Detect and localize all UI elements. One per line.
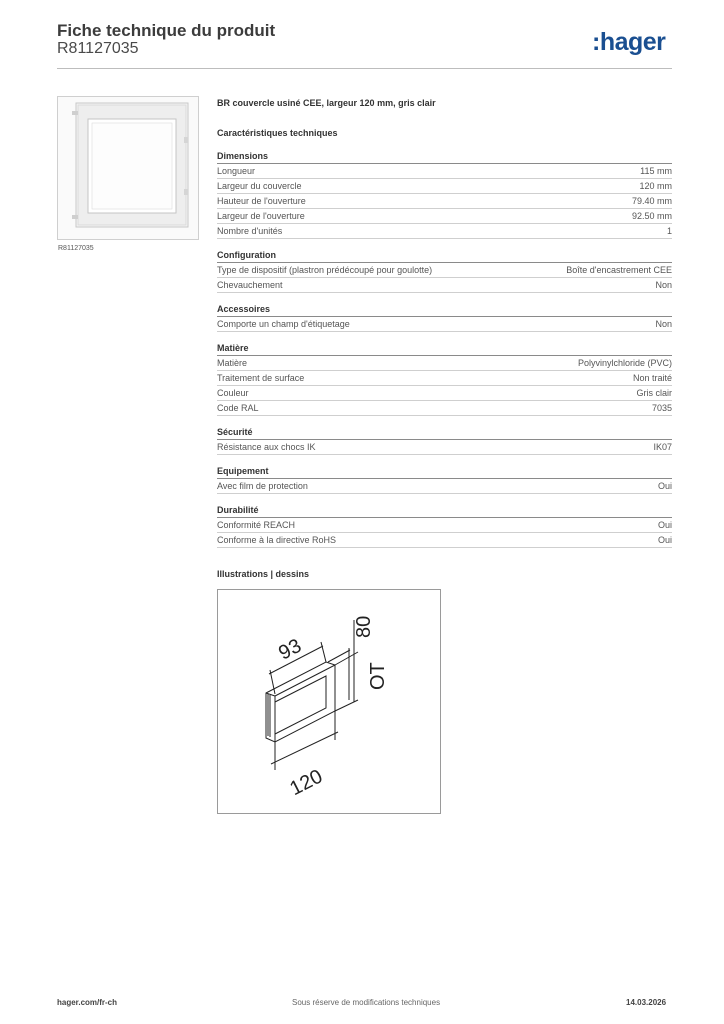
spec-row bbox=[217, 194, 672, 209]
product-thumbnail-image bbox=[58, 97, 198, 239]
spec-label: Conformité REACH bbox=[217, 520, 296, 530]
dimension-label-right-side: OT bbox=[367, 662, 389, 690]
product-thumbnail bbox=[57, 96, 199, 240]
spec-label: Longueur bbox=[217, 166, 256, 176]
spec-label: Largeur du couvercle bbox=[217, 181, 302, 191]
spec-label: Type de dispositif (plastron prédécoupé pour goulotte) bbox=[217, 265, 433, 275]
spec-group-title: Configuration bbox=[217, 249, 672, 263]
spec-row bbox=[217, 317, 672, 332]
spec-group-title: Equipement bbox=[217, 465, 672, 479]
spec-group bbox=[217, 150, 672, 239]
spec-label: Avec film de protection bbox=[217, 481, 308, 491]
spec-value: 92.50 mm bbox=[631, 211, 672, 221]
spec-label: Nombre d'unités bbox=[217, 226, 283, 236]
spec-label: Matière bbox=[217, 358, 248, 368]
dimension-label-top: 93 bbox=[275, 634, 306, 665]
spec-value: Boîte d'encastrement CEE bbox=[566, 265, 672, 275]
brand-name: hager bbox=[599, 28, 666, 56]
spec-group bbox=[217, 426, 672, 455]
spec-row bbox=[217, 371, 672, 386]
header-divider bbox=[57, 68, 672, 69]
spec-row bbox=[217, 533, 672, 548]
spec-value: Polyvinylchloride (PVC) bbox=[577, 358, 672, 368]
spec-row bbox=[217, 164, 672, 179]
spec-value: 120 mm bbox=[639, 181, 672, 191]
spec-label: Couleur bbox=[217, 388, 249, 398]
spec-row bbox=[217, 479, 672, 494]
product-name: BR couvercle usiné CEE, largeur 120 mm, gris clair bbox=[217, 98, 436, 108]
spec-row bbox=[217, 356, 672, 371]
footer-date: 14.03.2026 bbox=[626, 998, 667, 1007]
footer-disclaimer: Sous réserve de modifications techniques bbox=[292, 998, 441, 1007]
spec-value: Non traité bbox=[632, 373, 672, 383]
spec-group bbox=[217, 303, 672, 332]
spec-value: Non bbox=[655, 280, 672, 290]
spec-row bbox=[217, 401, 672, 416]
spec-group bbox=[217, 342, 672, 416]
spec-label: Comporte un champ d'étiquetage bbox=[217, 319, 350, 329]
spec-row bbox=[217, 278, 672, 293]
spec-group bbox=[217, 504, 672, 548]
spec-label: Largeur de l'ouverture bbox=[217, 211, 305, 221]
spec-group-title: Dimensions bbox=[217, 150, 672, 164]
spec-label: Conforme à la directive RoHS bbox=[217, 535, 337, 545]
spec-row bbox=[217, 518, 672, 533]
spec-value: Gris clair bbox=[636, 388, 672, 398]
spec-row bbox=[217, 440, 672, 455]
spec-value: Non bbox=[655, 319, 672, 329]
spec-value: 7035 bbox=[651, 403, 672, 413]
spec-label: Chevauchement bbox=[217, 280, 283, 290]
spec-value: Oui bbox=[657, 481, 672, 491]
spec-group-title: Durabilité bbox=[217, 504, 672, 518]
spec-group-title: Matière bbox=[217, 342, 672, 356]
spec-row bbox=[217, 386, 672, 401]
dimension-label-bottom: 120 bbox=[286, 765, 327, 801]
spec-row bbox=[217, 224, 672, 239]
spec-group bbox=[217, 249, 672, 293]
spec-group bbox=[217, 465, 672, 494]
spec-value: 115 mm bbox=[640, 166, 672, 176]
spec-group-title: Sécurité bbox=[217, 426, 672, 440]
spec-value: Oui bbox=[657, 535, 672, 545]
spec-label: Hauteur de l'ouverture bbox=[217, 196, 306, 206]
page-title: Fiche technique du produit bbox=[57, 21, 276, 40]
dimension-label-right-top: 80 bbox=[353, 615, 375, 638]
spec-row bbox=[217, 263, 672, 278]
spec-row bbox=[217, 179, 672, 194]
specifications bbox=[217, 96, 672, 548]
thumbnail-caption: R81127035 bbox=[58, 245, 94, 252]
footer-website[interactable]: hager.com/fr-ch bbox=[57, 998, 118, 1007]
illustrations-title: Illustrations | dessins bbox=[217, 569, 310, 579]
spec-row bbox=[217, 209, 672, 224]
spec-label: Résistance aux chocs IK bbox=[217, 442, 316, 452]
spec-value: 1 bbox=[666, 226, 672, 236]
spec-group-title: Accessoires bbox=[217, 303, 672, 317]
characteristics-title: Caractéristiques techniques bbox=[217, 128, 338, 138]
spec-value: 79.40 mm bbox=[631, 196, 672, 206]
brand-logo: :hager bbox=[592, 28, 666, 56]
spec-label: Code RAL bbox=[217, 403, 259, 413]
product-code: R81127035 bbox=[57, 40, 139, 57]
dimension-drawing-svg bbox=[218, 590, 440, 813]
spec-groups bbox=[217, 150, 672, 548]
spec-value: IK07 bbox=[653, 442, 672, 452]
spec-value: Oui bbox=[657, 520, 672, 530]
spec-label: Traitement de surface bbox=[217, 373, 305, 383]
dimension-drawing bbox=[217, 589, 441, 814]
